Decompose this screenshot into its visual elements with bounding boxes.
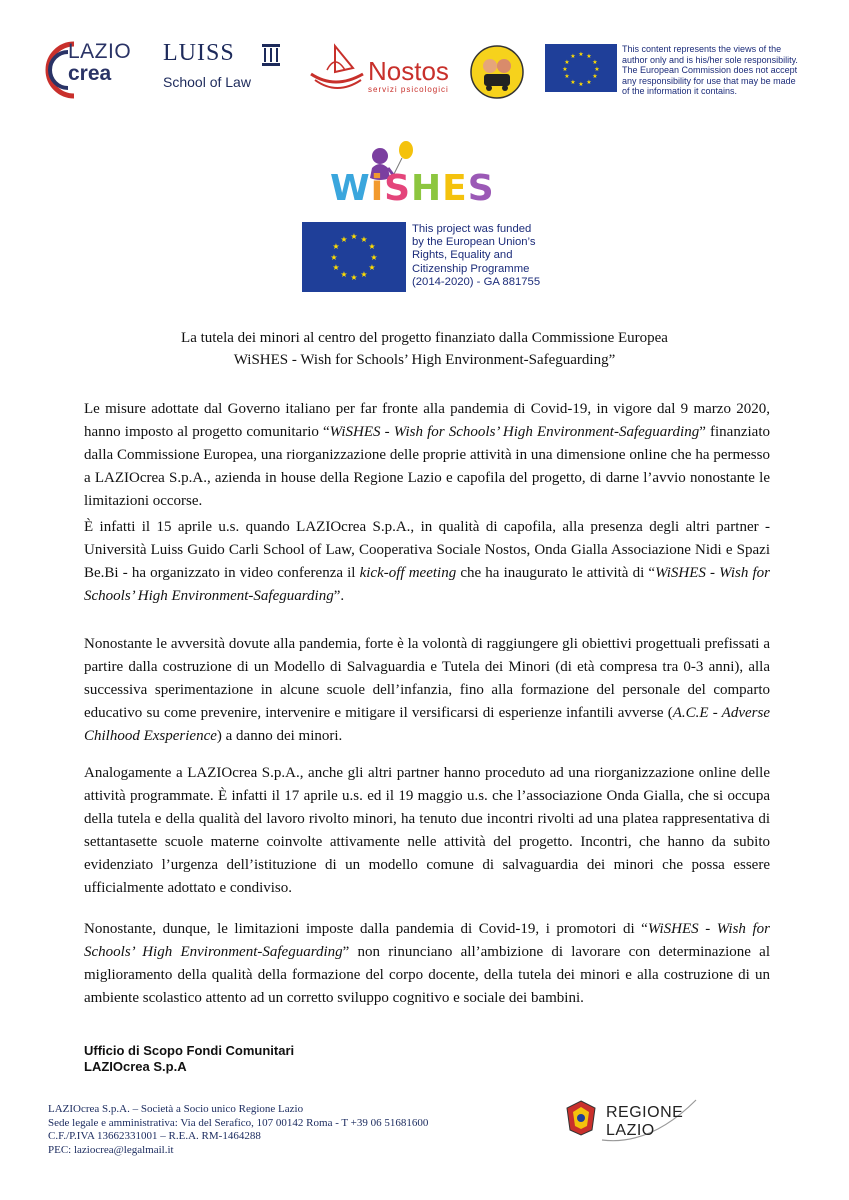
svg-text:★: ★ bbox=[368, 242, 376, 251]
svg-text:★: ★ bbox=[330, 253, 338, 262]
wishes-project-logo bbox=[330, 168, 495, 209]
nostos-logo-subtitle: servizi psicologici bbox=[368, 85, 449, 94]
funding-line: Citizenship Programme bbox=[412, 262, 530, 275]
eu-flag-icon bbox=[545, 44, 617, 92]
footer-line: LAZIOcrea S.p.A. – Società a Socio unico Regione Lazio bbox=[48, 1103, 304, 1115]
eu-disclaimer-text: This content represents the views of the author only and is his/her sole responsibility. The European Commission does not accept any responsibility for use that may be made of the information it contains. bbox=[622, 44, 798, 97]
kick-off-emphasis: kick-off meeting bbox=[359, 565, 457, 581]
paragraph-2: È infatti il 15 aprile u.s. quando LAZIOcrea S.p.A., in qualità di capofila, alla presenza degli altri partner - Università Luiss Guido Carli School of Law, Cooperativa Sociale Nostos, Onda Gialla Associazione Nidi e Spazi Be.Bi - ha organizzato in video conferenza il kick-off meeting che ha inaugurato le attività di “WiSHES - Wish for Schools’ High Environment-Safeguarding”. bbox=[84, 519, 770, 604]
svg-text:★: ★ bbox=[332, 242, 340, 251]
wishes-letter: i bbox=[370, 168, 385, 209]
eu-flag-icon bbox=[302, 222, 406, 292]
project-name-emphasis: WiSHES - Wish for Schools’ High Environment-Safeguarding bbox=[84, 565, 770, 604]
svg-text:★: ★ bbox=[586, 79, 592, 86]
svg-text:★: ★ bbox=[578, 81, 584, 88]
footer-line: Sede legale e amministrativa: Via del Serafico, 107 00142 Roma - T +39 06 51681600 bbox=[48, 1116, 429, 1129]
signature-office: Ufficio di Scopo Fondi Comunitari bbox=[84, 1043, 295, 1058]
project-name-emphasis: WiSHES - Wish for Schools’ High Environment-Safeguarding bbox=[84, 921, 770, 960]
laziocrea-logo-line1: LAZIO bbox=[68, 40, 132, 63]
svg-text:★: ★ bbox=[578, 51, 584, 58]
wishes-letter: H bbox=[411, 168, 443, 209]
document-title-line1: La tutela dei minori al centro del progetto finanziato dalla Commissione Europea bbox=[181, 330, 668, 346]
funding-line: by the European Union’s bbox=[412, 236, 536, 249]
column-icon bbox=[262, 44, 280, 66]
wishes-letter: W bbox=[330, 168, 371, 209]
svg-text:★: ★ bbox=[592, 73, 598, 80]
svg-text:★: ★ bbox=[570, 79, 576, 86]
svg-text:★: ★ bbox=[370, 253, 378, 262]
svg-text:★: ★ bbox=[360, 270, 368, 279]
funding-statement bbox=[412, 223, 562, 289]
svg-text:★: ★ bbox=[332, 263, 340, 272]
svg-text:★: ★ bbox=[564, 73, 570, 80]
paragraph-3: Nonostante le avversità dovute alla pandemia, forte è la volontà di raggiungere gli obiettivi progettuali prefissati a partire dalla costruzione di un Modello di Salvaguardia e Tutela dei Minori (di età compresa tra 0-3 anni), alla successiva sperimentazione in alcune scuole dell’infanzia, fino alla formazione del personale del comparto educativo su come prevenire, intervenire e mitigare il versificarsi di esperienze infantili avverse (A.C.E - Adverse Chilhood Exsperience) a danno dei minori. bbox=[84, 636, 770, 744]
wishes-letter: E bbox=[442, 168, 468, 209]
nostos-logo-name: Nostos bbox=[368, 56, 449, 86]
onda-gialla-logo bbox=[470, 42, 524, 102]
svg-text:★: ★ bbox=[592, 59, 598, 66]
regione-lazio-emblem-icon bbox=[566, 1100, 596, 1136]
svg-text:★: ★ bbox=[360, 235, 368, 244]
luiss-logo-name: LUISS bbox=[163, 40, 235, 66]
paragraph-1: Le misure adottate dal Governo italiano per far fronte alla pandemia di Covid-19, in vigore dal 9 marzo 2020, hanno imposto al progetto comunitario “WiSHES - Wish for Schools’ High Environment-Safeguarding” finanziato dalla Commissione Europea, una riorganizzazione delle proprie attività in una dimensione online che ha permesso a LAZIOcrea S.p.A., azienda in house della Regione Lazio e capofila del progetto, di darne l’avvio nonostante le limitazioni occorse. bbox=[84, 401, 770, 509]
luiss-logo-subtitle: School of Law bbox=[163, 74, 251, 90]
svg-text:★: ★ bbox=[594, 66, 600, 73]
signature-company: LAZIOcrea S.p.A bbox=[84, 1059, 187, 1074]
document-title-line2: WiSHES - Wish for Schools’ High Environment-Safeguarding” bbox=[233, 352, 616, 368]
paragraph-4: Analogamente a LAZIOcrea S.p.A., anche gli altri partner hanno proceduto ad una riorganizzazione online delle attività programmate. È infatti il 17 aprile u.s. ed il 19 maggio u.s. che l’associazione Onda Gialla, che si occupa della tutela e della qualità del lavoro rivolto minori, ha tenuto due incontri rivolti ad una platea rappresentativa di settantasette scuole materne coinvolte attivamente nelle attività del progetto. Incontri, che hanno da subito evidenziato l’urgenza dell’istituzione di un modello comune di salvaguardia dei minori che possa essere ufficialmente adottato e condiviso. bbox=[84, 765, 770, 896]
ace-emphasis: A.C.E - Adverse Chilhood Exsperience bbox=[84, 705, 770, 744]
svg-text:★: ★ bbox=[368, 263, 376, 272]
funding-line: Rights, Equality and bbox=[412, 249, 513, 262]
funding-line: (2014-2020) - GA 881755 bbox=[412, 275, 541, 288]
svg-text:★: ★ bbox=[564, 59, 570, 66]
wishes-letter: S bbox=[467, 168, 495, 209]
footer-line: C.F./P.IVA 13662331001 – R.E.A. RM-1464288 bbox=[48, 1130, 261, 1142]
regione-lazio-line2: LAZIO bbox=[606, 1122, 655, 1139]
svg-text:★: ★ bbox=[350, 232, 358, 241]
paragraph-5: Nonostante, dunque, le limitazioni imposte dalla pandemia di Covid-19, i promotori di “WiSHES - Wish for Schools’ High Environment-Safeguarding” non rinunciano all’ambizione di lavorare con determinazione al miglioramento della qualità della formazione del corpo docente, della tutela dei minori e alla costruzione di un ambiente scolastico attento ad un corretto sviluppo cognitivo e sociale dei bambini. bbox=[84, 921, 770, 1006]
svg-text:★: ★ bbox=[350, 273, 358, 282]
funding-line: This project was funded bbox=[412, 223, 532, 235]
footer-email: PEC: laziocrea@legalmail.it bbox=[48, 1143, 174, 1156]
svg-text:★: ★ bbox=[562, 66, 568, 73]
svg-text:★: ★ bbox=[340, 270, 348, 279]
svg-text:★: ★ bbox=[586, 53, 592, 60]
svg-text:★: ★ bbox=[570, 53, 576, 60]
laziocrea-logo-line2: crea bbox=[68, 62, 112, 85]
company-footer bbox=[48, 1103, 428, 1157]
wishes-letter: S bbox=[384, 168, 411, 209]
project-name-emphasis: WiSHES - Wish for Schools’ High Environment-Safeguarding bbox=[329, 424, 700, 440]
svg-text:★: ★ bbox=[340, 235, 348, 244]
regione-lazio-line1: REGIONE bbox=[606, 1104, 684, 1121]
